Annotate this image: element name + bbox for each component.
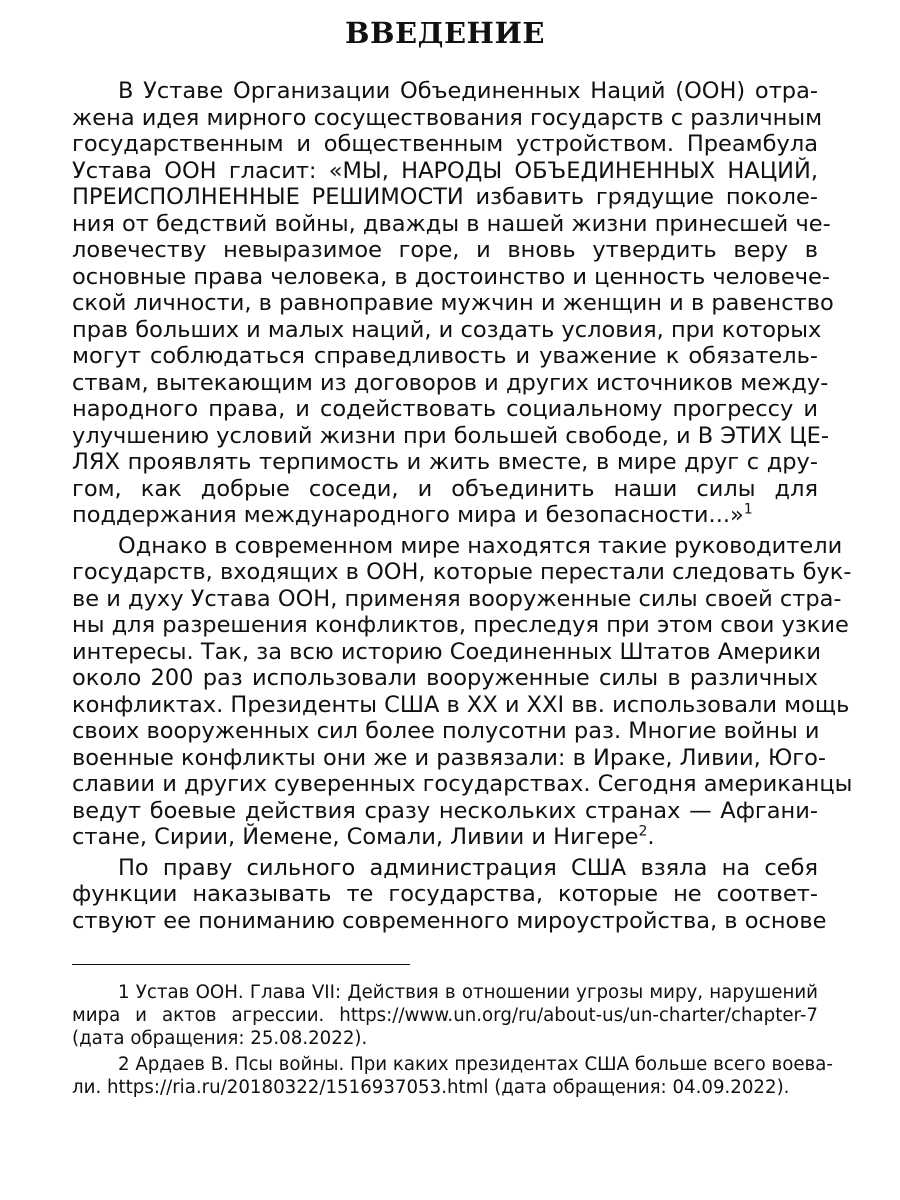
text-line: ны для разрешения конфликтов, преследуя при этом свои узкие bbox=[72, 612, 849, 638]
footnote-2 bbox=[72, 1053, 833, 1099]
text-line: Однако в современном мире находятся такие руководители bbox=[118, 532, 843, 559]
text-line: основные права человека, в достоинство и ценность человече- bbox=[72, 263, 831, 290]
text-line bbox=[72, 502, 818, 529]
text-line: жена идея мирного сосуществования государств с различным bbox=[72, 104, 823, 131]
text-line: ве и духу Устава ООН, применяя вооруженные силы своей стра- bbox=[72, 585, 842, 612]
footnote-1 bbox=[72, 981, 818, 1050]
text-line: функции наказывать те государства, которые не соответ- bbox=[72, 881, 818, 907]
footnotes bbox=[72, 981, 833, 1099]
text-line: ствам, вытекающим из договоров и других источников между- bbox=[72, 369, 829, 396]
text-line: интересы. Так, за всю историю Соединенных Штатов Америки bbox=[72, 638, 822, 665]
text-line bbox=[72, 824, 818, 851]
text-line: ПРЕИСПОЛНЕННЫЕ РЕШИМОСТИ избавить грядущие поколе- bbox=[72, 184, 818, 210]
text-line: государств, входящих в ООН, которые перестали следовать бук- bbox=[72, 559, 852, 585]
footnote-line[interactable]: ли. https://ria.ru/20180322/1516937053.html (дата обращения: 04.09.2022). bbox=[72, 1077, 790, 1098]
text-line: ской личности, в равноправие мужчин и женщин и в равенство bbox=[72, 290, 834, 316]
footnote-line: 2 Ардаев В. Псы войны. При каких президентах США больше всего воева- bbox=[118, 1054, 833, 1075]
text-line: ловечеству невыразимое горе, и вновь утвердить веру в bbox=[72, 237, 818, 263]
chapter-heading: ВВЕДЕНИЕ bbox=[345, 16, 545, 50]
footnote-line: (дата обращения: 25.08.2022). bbox=[72, 1028, 368, 1049]
text-line: ведут боевые действия сразу нескольких странах — Афгани- bbox=[72, 797, 818, 824]
text-line: По праву сильного администрация США взяла на себя bbox=[118, 854, 818, 881]
text-line: могут соблюдаться справедливость и уважение к обязатель- bbox=[72, 343, 818, 369]
footnote-ref-1[interactable]: 1 bbox=[743, 501, 753, 518]
text-line: военные конфликты они же и развязали: в Ираке, Ливии, Юго- bbox=[72, 744, 826, 771]
paragraph-1 bbox=[72, 78, 834, 529]
footnote-ref-2[interactable]: 2 bbox=[638, 823, 648, 840]
document-page bbox=[72, 14, 853, 1102]
footnote-line: 1 Устав ООН. Глава VII: Действия в отношении угрозы миру, нарушений bbox=[118, 982, 818, 1003]
text-line: около 200 раз использовали вооруженные силы в различных bbox=[72, 665, 818, 691]
text-line: ния от бедствий войны, дважды в нашей жизни принесшей че- bbox=[72, 210, 831, 237]
text-line: Устава ООН гласит: «МЫ, НАРОДЫ ОБЪЕДИНЕННЫХ НАЦИЙ, bbox=[72, 157, 818, 184]
text-line: своих вооруженных сил более полусотни раз. Многие войны и bbox=[72, 718, 820, 744]
text-line: прав больших и малых наций, и создать условия, при которых bbox=[72, 316, 822, 343]
text-line: славии и других суверенных государствах. Сегодня американцы bbox=[72, 771, 853, 797]
footnote-separator bbox=[72, 964, 410, 965]
paragraph-3 bbox=[72, 854, 827, 935]
sentence-period: . bbox=[647, 824, 655, 850]
text-line: В Уставе Организации Объединенных Наций (ООН) отра- bbox=[118, 78, 818, 104]
text-line-content: поддержания международного мира и безопасности...» bbox=[72, 502, 744, 528]
text-line: государственным и общественным устройством. Преамбула bbox=[72, 131, 818, 157]
body-text bbox=[72, 78, 853, 934]
text-line: гом, как добрые соседи, и объединить наши силы для bbox=[72, 475, 818, 502]
text-line-content: стане, Сирии, Йемене, Сомали, Ливии и Нигере bbox=[72, 824, 639, 850]
text-line: народного права, и содействовать социальному прогрессу и bbox=[72, 396, 818, 422]
text-line: конфликтах. Президенты США в XX и XXI вв. использовали мощь bbox=[72, 691, 850, 718]
text-line: ствуют ее пониманию современного мироустройства, в основе bbox=[72, 907, 827, 934]
text-line: улучшению условий жизни при большей свободе, и В ЭТИХ ЦЕ- bbox=[72, 422, 830, 449]
paragraph-2 bbox=[72, 532, 853, 851]
footnote-line[interactable]: мира и актов агрессии. https://www.un.org/ru/about-us/un-charter/chapter-7 bbox=[72, 1005, 818, 1026]
text-line: ЛЯХ проявлять терпимость и жить вместе, в мире друг с дру- bbox=[72, 449, 818, 475]
